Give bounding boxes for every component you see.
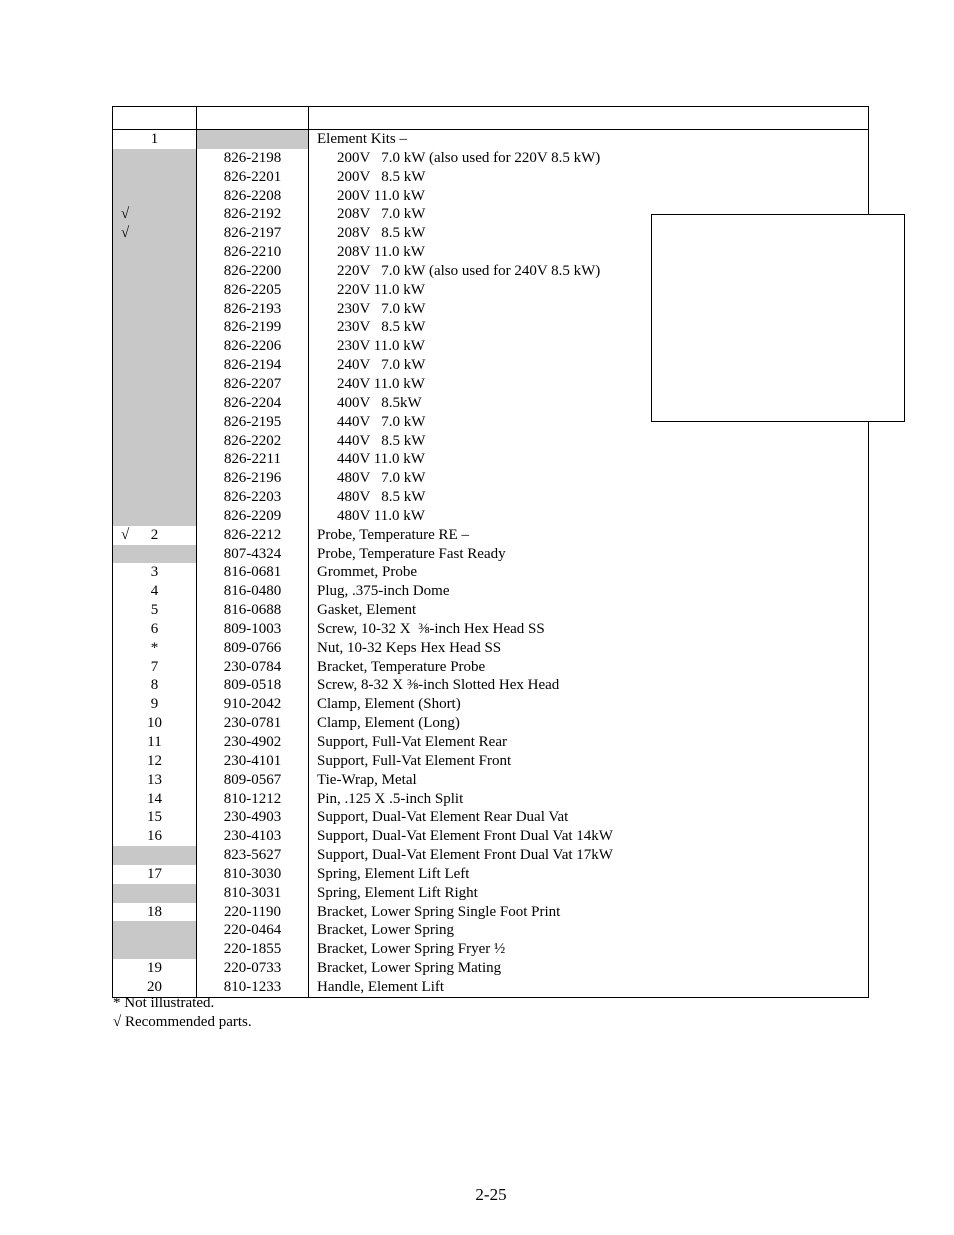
item-number-cell <box>113 168 197 187</box>
description-cell: 200V 8.5 kW <box>337 168 426 185</box>
part-number-cell: 826-2204 <box>197 394 309 413</box>
table-row <box>113 432 868 451</box>
table-row <box>113 695 868 714</box>
part-number-cell: 230-4101 <box>197 752 309 771</box>
item-number-cell <box>113 526 197 545</box>
part-number-cell: 810-1233 <box>197 978 309 997</box>
description-cell: 230V 7.0 kW <box>337 300 426 317</box>
item-number-cell <box>113 658 197 677</box>
table-row <box>113 827 868 846</box>
item-number: 13 <box>147 771 162 788</box>
description-cell: Bracket, Temperature Probe <box>317 658 486 675</box>
item-number: 6 <box>150 620 159 637</box>
item-number-cell <box>113 808 197 827</box>
item-number-cell <box>113 337 197 356</box>
description-cell: Screw, 8-32 X ⅜-inch Slotted Hex Head <box>317 677 560 694</box>
table-row <box>113 658 868 677</box>
item-number-cell <box>113 959 197 978</box>
part-number-cell: 826-2211 <box>197 450 309 469</box>
part-number-cell: 826-2193 <box>197 300 309 319</box>
item-number-cell <box>113 375 197 394</box>
item-number-cell <box>113 714 197 733</box>
recommended-check-icon: √ <box>121 526 130 543</box>
item-number-cell <box>113 450 197 469</box>
item-number-cell <box>113 790 197 809</box>
note-not-illustrated: * Not illustrated. <box>113 995 215 1011</box>
item-number: 1 <box>150 131 159 147</box>
description-cell: Clamp, Element (Short) <box>317 696 461 713</box>
table-row <box>113 921 868 940</box>
table-row <box>113 808 868 827</box>
part-number-cell: 230-0784 <box>197 658 309 677</box>
description-cell: 200V 7.0 kW (also used for 220V 8.5 kW) <box>337 149 601 166</box>
part-number-cell: 816-0681 <box>197 563 309 582</box>
description-cell: 220V 11.0 kW <box>337 281 425 298</box>
item-number-cell <box>113 356 197 375</box>
part-number-cell: 826-2207 <box>197 375 309 394</box>
item-number: 4 <box>150 583 159 600</box>
description-cell: 208V 11.0 kW <box>337 244 425 261</box>
header-part-cell <box>197 107 309 129</box>
item-number-cell <box>113 243 197 262</box>
item-number-cell <box>113 262 197 281</box>
part-number-cell: 810-3030 <box>197 865 309 884</box>
part-number-cell: 910-2042 <box>197 695 309 714</box>
item-number-cell <box>113 394 197 413</box>
description-cell: Nut, 10-32 Keps Hex Head SS <box>317 639 502 656</box>
description-cell: 480V 7.0 kW <box>337 470 426 487</box>
description-cell: 440V 11.0 kW <box>337 451 425 468</box>
part-number-cell: 230-4903 <box>197 808 309 827</box>
part-number-cell: 826-2196 <box>197 469 309 488</box>
part-number-cell: 826-2199 <box>197 318 309 337</box>
table-row <box>113 940 868 959</box>
item-number-cell <box>113 432 197 451</box>
description-cell: 208V 8.5 kW <box>337 225 426 242</box>
item-number-cell <box>113 903 197 922</box>
part-number-cell: 826-2192 <box>197 205 309 224</box>
table-row <box>113 545 868 564</box>
note-recommended: √ Recommended parts. <box>113 1014 252 1030</box>
description-cell: Bracket, Lower Spring Fryer ½ <box>317 941 506 958</box>
table-row <box>113 620 868 639</box>
description-cell: 480V 8.5 kW <box>337 489 426 506</box>
item-number: 20 <box>147 978 162 995</box>
part-number-cell: 826-2209 <box>197 507 309 526</box>
item-number-cell <box>113 865 197 884</box>
table-row <box>113 507 868 526</box>
item-number: 17 <box>147 865 162 882</box>
part-number-cell: 826-2201 <box>197 168 309 187</box>
part-number-cell: 230-4902 <box>197 733 309 752</box>
part-number-cell: 826-2212 <box>197 526 309 545</box>
item-number-cell <box>113 187 197 206</box>
table-row <box>113 450 868 469</box>
description-cell: Bracket, Lower Spring Single Foot Print <box>317 903 561 920</box>
part-number-cell: 826-2202 <box>197 432 309 451</box>
part-number-cell <box>197 130 309 149</box>
part-number-cell: 826-2206 <box>197 337 309 356</box>
table-row <box>113 771 868 790</box>
recommended-check-icon: √ <box>121 225 130 242</box>
item-number: 2 <box>150 526 159 543</box>
item-number-cell <box>113 488 197 507</box>
part-number-cell: 809-0766 <box>197 639 309 658</box>
description-cell: Gasket, Element <box>317 602 417 619</box>
description-cell: Pin, .125 X .5-inch Split <box>317 790 464 807</box>
description-cell: Clamp, Element (Long) <box>317 715 460 732</box>
description-cell: 240V 7.0 kW <box>337 357 426 374</box>
table-row <box>113 187 868 206</box>
part-number-cell: 220-0733 <box>197 959 309 978</box>
callout-box <box>651 214 905 422</box>
item-number-cell <box>113 846 197 865</box>
table-row <box>113 130 868 149</box>
item-number-cell <box>113 940 197 959</box>
item-number: 5 <box>150 602 159 619</box>
description-cell: Spring, Element Lift Left <box>317 865 470 882</box>
item-number: * <box>150 639 159 656</box>
item-number: 14 <box>147 790 162 807</box>
item-number-cell <box>113 582 197 601</box>
part-number-cell: 826-2205 <box>197 281 309 300</box>
part-number-cell: 826-2194 <box>197 356 309 375</box>
description-cell: 220V 7.0 kW (also used for 240V 8.5 kW) <box>337 262 601 279</box>
description-cell: Bracket, Lower Spring Mating <box>317 960 502 977</box>
description-cell: Bracket, Lower Spring <box>317 922 455 939</box>
item-number-cell <box>113 205 197 224</box>
description-cell: 480V 11.0 kW <box>337 507 425 524</box>
description-cell: 440V 7.0 kW <box>337 413 426 430</box>
description-cell: Support, Dual-Vat Element Rear Dual Vat <box>317 809 569 826</box>
item-number-cell <box>113 771 197 790</box>
table-row <box>113 639 868 658</box>
item-number-cell <box>113 563 197 582</box>
part-number-cell: 220-0464 <box>197 921 309 940</box>
description-cell: Probe, Temperature Fast Ready <box>317 545 506 562</box>
item-number: 18 <box>147 903 162 920</box>
item-number: 9 <box>150 696 159 713</box>
part-number-cell: 826-2198 <box>197 149 309 168</box>
header-description-cell <box>309 107 868 129</box>
item-number-cell <box>113 695 197 714</box>
item-number-cell <box>113 978 197 997</box>
part-number-cell: 809-0567 <box>197 771 309 790</box>
item-number-cell <box>113 281 197 300</box>
part-number-cell: 816-0480 <box>197 582 309 601</box>
description-cell: 440V 8.5 kW <box>337 432 426 449</box>
part-number-cell: 230-4103 <box>197 827 309 846</box>
description-cell: Support, Dual-Vat Element Front Dual Vat 17kW <box>317 847 613 864</box>
description-cell: Grommet, Probe <box>317 564 417 581</box>
item-number-cell <box>113 676 197 695</box>
table-row <box>113 149 868 168</box>
part-number-cell: 816-0688 <box>197 601 309 620</box>
part-number-cell: 809-1003 <box>197 620 309 639</box>
item-number: 16 <box>147 828 162 845</box>
part-number-cell: 826-2197 <box>197 224 309 243</box>
table-row <box>113 959 868 978</box>
table-row <box>113 846 868 865</box>
table-row <box>113 733 868 752</box>
recommended-check-icon: √ <box>121 206 130 223</box>
item-number-cell <box>113 149 197 168</box>
description-cell: Handle, Element Lift <box>317 978 445 995</box>
part-number-cell: 810-1212 <box>197 790 309 809</box>
table-header-row <box>113 107 868 130</box>
item-number-cell <box>113 413 197 432</box>
item-number: 15 <box>147 809 162 826</box>
part-number-cell: 823-5627 <box>197 846 309 865</box>
description-cell: Support, Full-Vat Element Rear <box>317 734 507 750</box>
part-number-cell: 826-2200 <box>197 262 309 281</box>
description-cell: Element Kits – <box>317 131 407 147</box>
item-number: 3 <box>150 564 159 581</box>
table-row <box>113 563 868 582</box>
table-row <box>113 469 868 488</box>
description-cell: Support, Dual-Vat Element Front Dual Vat 14kW <box>317 828 613 845</box>
table-row <box>113 790 868 809</box>
part-number-cell: 826-2195 <box>197 413 309 432</box>
part-number-cell: 810-3031 <box>197 884 309 903</box>
table-row <box>113 582 868 601</box>
item-number-cell <box>113 300 197 319</box>
item-number-cell <box>113 827 197 846</box>
item-number-cell <box>113 620 197 639</box>
description-cell: 230V 11.0 kW <box>337 338 425 355</box>
table-row <box>113 865 868 884</box>
table-row <box>113 168 868 187</box>
item-number-cell <box>113 130 197 149</box>
item-number-cell <box>113 601 197 620</box>
table-row <box>113 752 868 771</box>
item-number: 11 <box>147 734 162 750</box>
item-number-cell <box>113 469 197 488</box>
description-cell: 208V 7.0 kW <box>337 206 426 223</box>
table-row <box>113 488 868 507</box>
item-number-cell <box>113 318 197 337</box>
item-number: 12 <box>147 752 162 769</box>
page-number: 2-25 <box>475 1185 507 1204</box>
description-cell: 230V 8.5 kW <box>337 319 426 336</box>
description-cell: Tie-Wrap, Metal <box>317 771 417 788</box>
description-cell: Plug, .375-inch Dome <box>317 583 450 600</box>
description-cell: 200V 11.0 kW <box>337 187 425 204</box>
part-number-cell: 826-2203 <box>197 488 309 507</box>
description-cell: Spring, Element Lift Right <box>317 884 478 901</box>
header-item-cell <box>113 107 197 129</box>
item-number-cell <box>113 507 197 526</box>
table-row <box>113 714 868 733</box>
item-number-cell <box>113 752 197 771</box>
item-number-cell <box>113 733 197 752</box>
part-number-cell: 826-2208 <box>197 187 309 206</box>
part-number-cell: 809-0518 <box>197 676 309 695</box>
description-cell: 240V 11.0 kW <box>337 375 425 392</box>
item-number-cell <box>113 921 197 940</box>
table-row <box>113 526 868 545</box>
table-row <box>113 978 868 997</box>
table-row <box>113 601 868 620</box>
item-number-cell <box>113 639 197 658</box>
item-number: 10 <box>147 715 162 732</box>
part-number-cell: 230-0781 <box>197 714 309 733</box>
part-number-cell: 220-1190 <box>197 903 309 922</box>
table-row <box>113 676 868 695</box>
description-cell: 400V 8.5kW <box>337 394 422 411</box>
part-number-cell: 220-1855 <box>197 940 309 959</box>
description-cell: Support, Full-Vat Element Front <box>317 752 512 769</box>
table-row <box>113 884 868 903</box>
item-number-cell <box>113 884 197 903</box>
description-cell: Probe, Temperature RE – <box>317 526 469 543</box>
description-cell: Screw, 10-32 X ⅜-inch Hex Head SS <box>317 620 545 637</box>
part-number-cell: 826-2210 <box>197 243 309 262</box>
item-number-cell <box>113 224 197 243</box>
table-row <box>113 903 868 922</box>
part-number-cell: 807-4324 <box>197 545 309 564</box>
item-number: 8 <box>150 677 159 694</box>
item-number: 19 <box>147 960 162 977</box>
item-number: 7 <box>150 658 159 675</box>
item-number-cell <box>113 545 197 564</box>
